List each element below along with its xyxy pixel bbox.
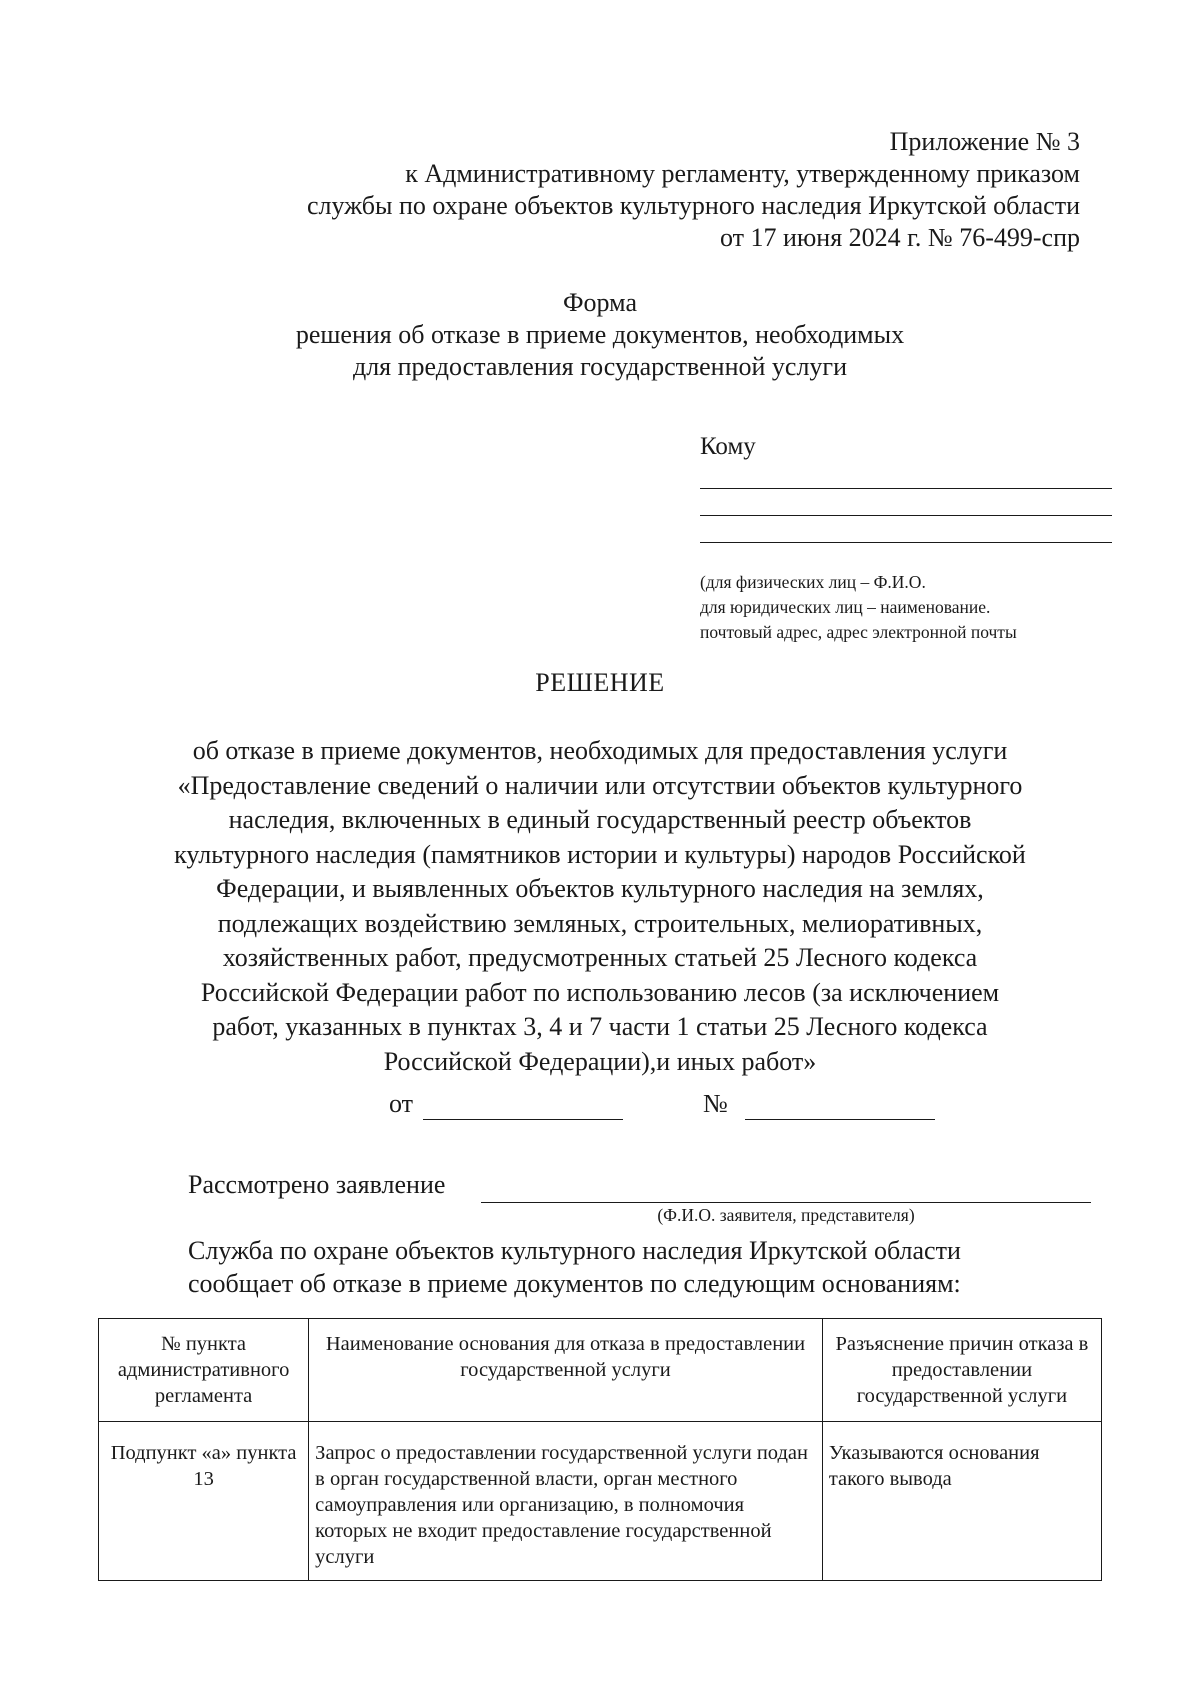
appendix-header — [180, 126, 1080, 254]
subject-line: Федерации, и выявленных объектов культурного наследия на землях, — [216, 874, 984, 903]
decision-subject — [150, 734, 1050, 1079]
table-header-row — [99, 1319, 1102, 1422]
appendix-number: Приложение № 3 — [889, 127, 1080, 156]
recipient-line-3[interactable] — [700, 542, 1112, 543]
applicant-name-field[interactable] — [481, 1202, 1091, 1203]
subject-line: культурного наследия (памятников истории и культуры) народов Российской — [174, 839, 1026, 869]
table-row — [99, 1422, 1102, 1581]
subject-line: Российской Федерации),и иных работ» — [383, 1046, 817, 1076]
recipient-line-2[interactable] — [700, 515, 1112, 516]
cell-clause: Подпункт «а» пункта 13 — [99, 1422, 309, 1581]
recipient-note-line-2: для юридических лиц – наименование. — [700, 597, 991, 617]
subject-line: хозяйственных работ, предусмотренных статьей 25 Лесного кодекса — [222, 943, 978, 972]
recipient-note — [700, 570, 1120, 645]
header-clause: № пункта административного регламента — [99, 1319, 309, 1422]
number-label: № — [703, 1089, 728, 1118]
recipient-note-line-1: (для физических лиц – Ф.И.О. — [700, 572, 926, 592]
recipient-label: Кому — [700, 433, 756, 460]
appendix-date: от 17 июня 2024 г. № 76-499-спр — [719, 223, 1080, 252]
service-line-1: Служба по охране объектов культурного наследия Иркутской области — [188, 1236, 961, 1265]
form-title-line-1: Форма — [563, 288, 637, 317]
date-field[interactable] — [423, 1119, 623, 1120]
header-explanation: Разъяснение причин отказа в предоставлении государственной услуги — [822, 1319, 1101, 1422]
applicant-name-note: (Ф.И.О. заявителя, представителя) — [657, 1205, 915, 1225]
appendix-line-3: службы по охране объектов культурного наследия Иркутской области — [307, 191, 1080, 220]
recipient-block — [700, 432, 1120, 462]
refusal-grounds-table — [98, 1318, 1102, 1581]
subject-line: Российской Федерации работ по использованию лесов (за исключением — [200, 977, 1000, 1007]
subject-line: работ, указанных в пунктах 3, 4 и 7 части 1 статьи 25 Лесного кодекса — [212, 1012, 988, 1041]
form-title-line-2: решения об отказе в приеме документов, необходимых — [295, 320, 905, 349]
header-ground: Наименование основания для отказа в предоставлении государственной услуги — [309, 1319, 823, 1422]
decision-heading: РЕШЕНИЕ — [535, 668, 665, 697]
appendix-line-2: к Административному регламенту, утвержденному приказом — [405, 159, 1080, 188]
subject-line: подлежащих воздействию земляных, строительных, мелиоративных, — [217, 908, 983, 938]
date-label: от — [389, 1089, 414, 1118]
cell-explanation: Указываются основания такого вывода — [822, 1422, 1101, 1581]
recipient-line-1[interactable] — [700, 488, 1112, 489]
service-line-2: сообщает об отказе в приеме документов по следующим основаниям: — [188, 1269, 961, 1298]
number-field[interactable] — [745, 1119, 935, 1120]
recipient-note-line-3: почтовый адрес, адрес электронной почты — [700, 622, 1017, 642]
form-title-line-3: для предоставления государственной услуги — [352, 352, 848, 381]
subject-line: «Предоставление сведений о наличии или отсутствии объектов культурного — [177, 770, 1023, 800]
form-title — [0, 287, 1200, 383]
subject-line: наследия, включенных в единый государственный реестр объектов — [228, 805, 972, 834]
service-statement — [188, 1234, 1108, 1300]
considered-label: Рассмотрено заявление — [188, 1170, 446, 1199]
cell-ground: Запрос о предоставлении государственной услуги подан в орган государственной власти, орган местного самоуправления или организацию, в полномочия которых не входит предоставление государственной услуги — [309, 1422, 823, 1581]
subject-line: об отказе в приеме документов, необходимых для предоставления услуги — [192, 736, 1008, 765]
